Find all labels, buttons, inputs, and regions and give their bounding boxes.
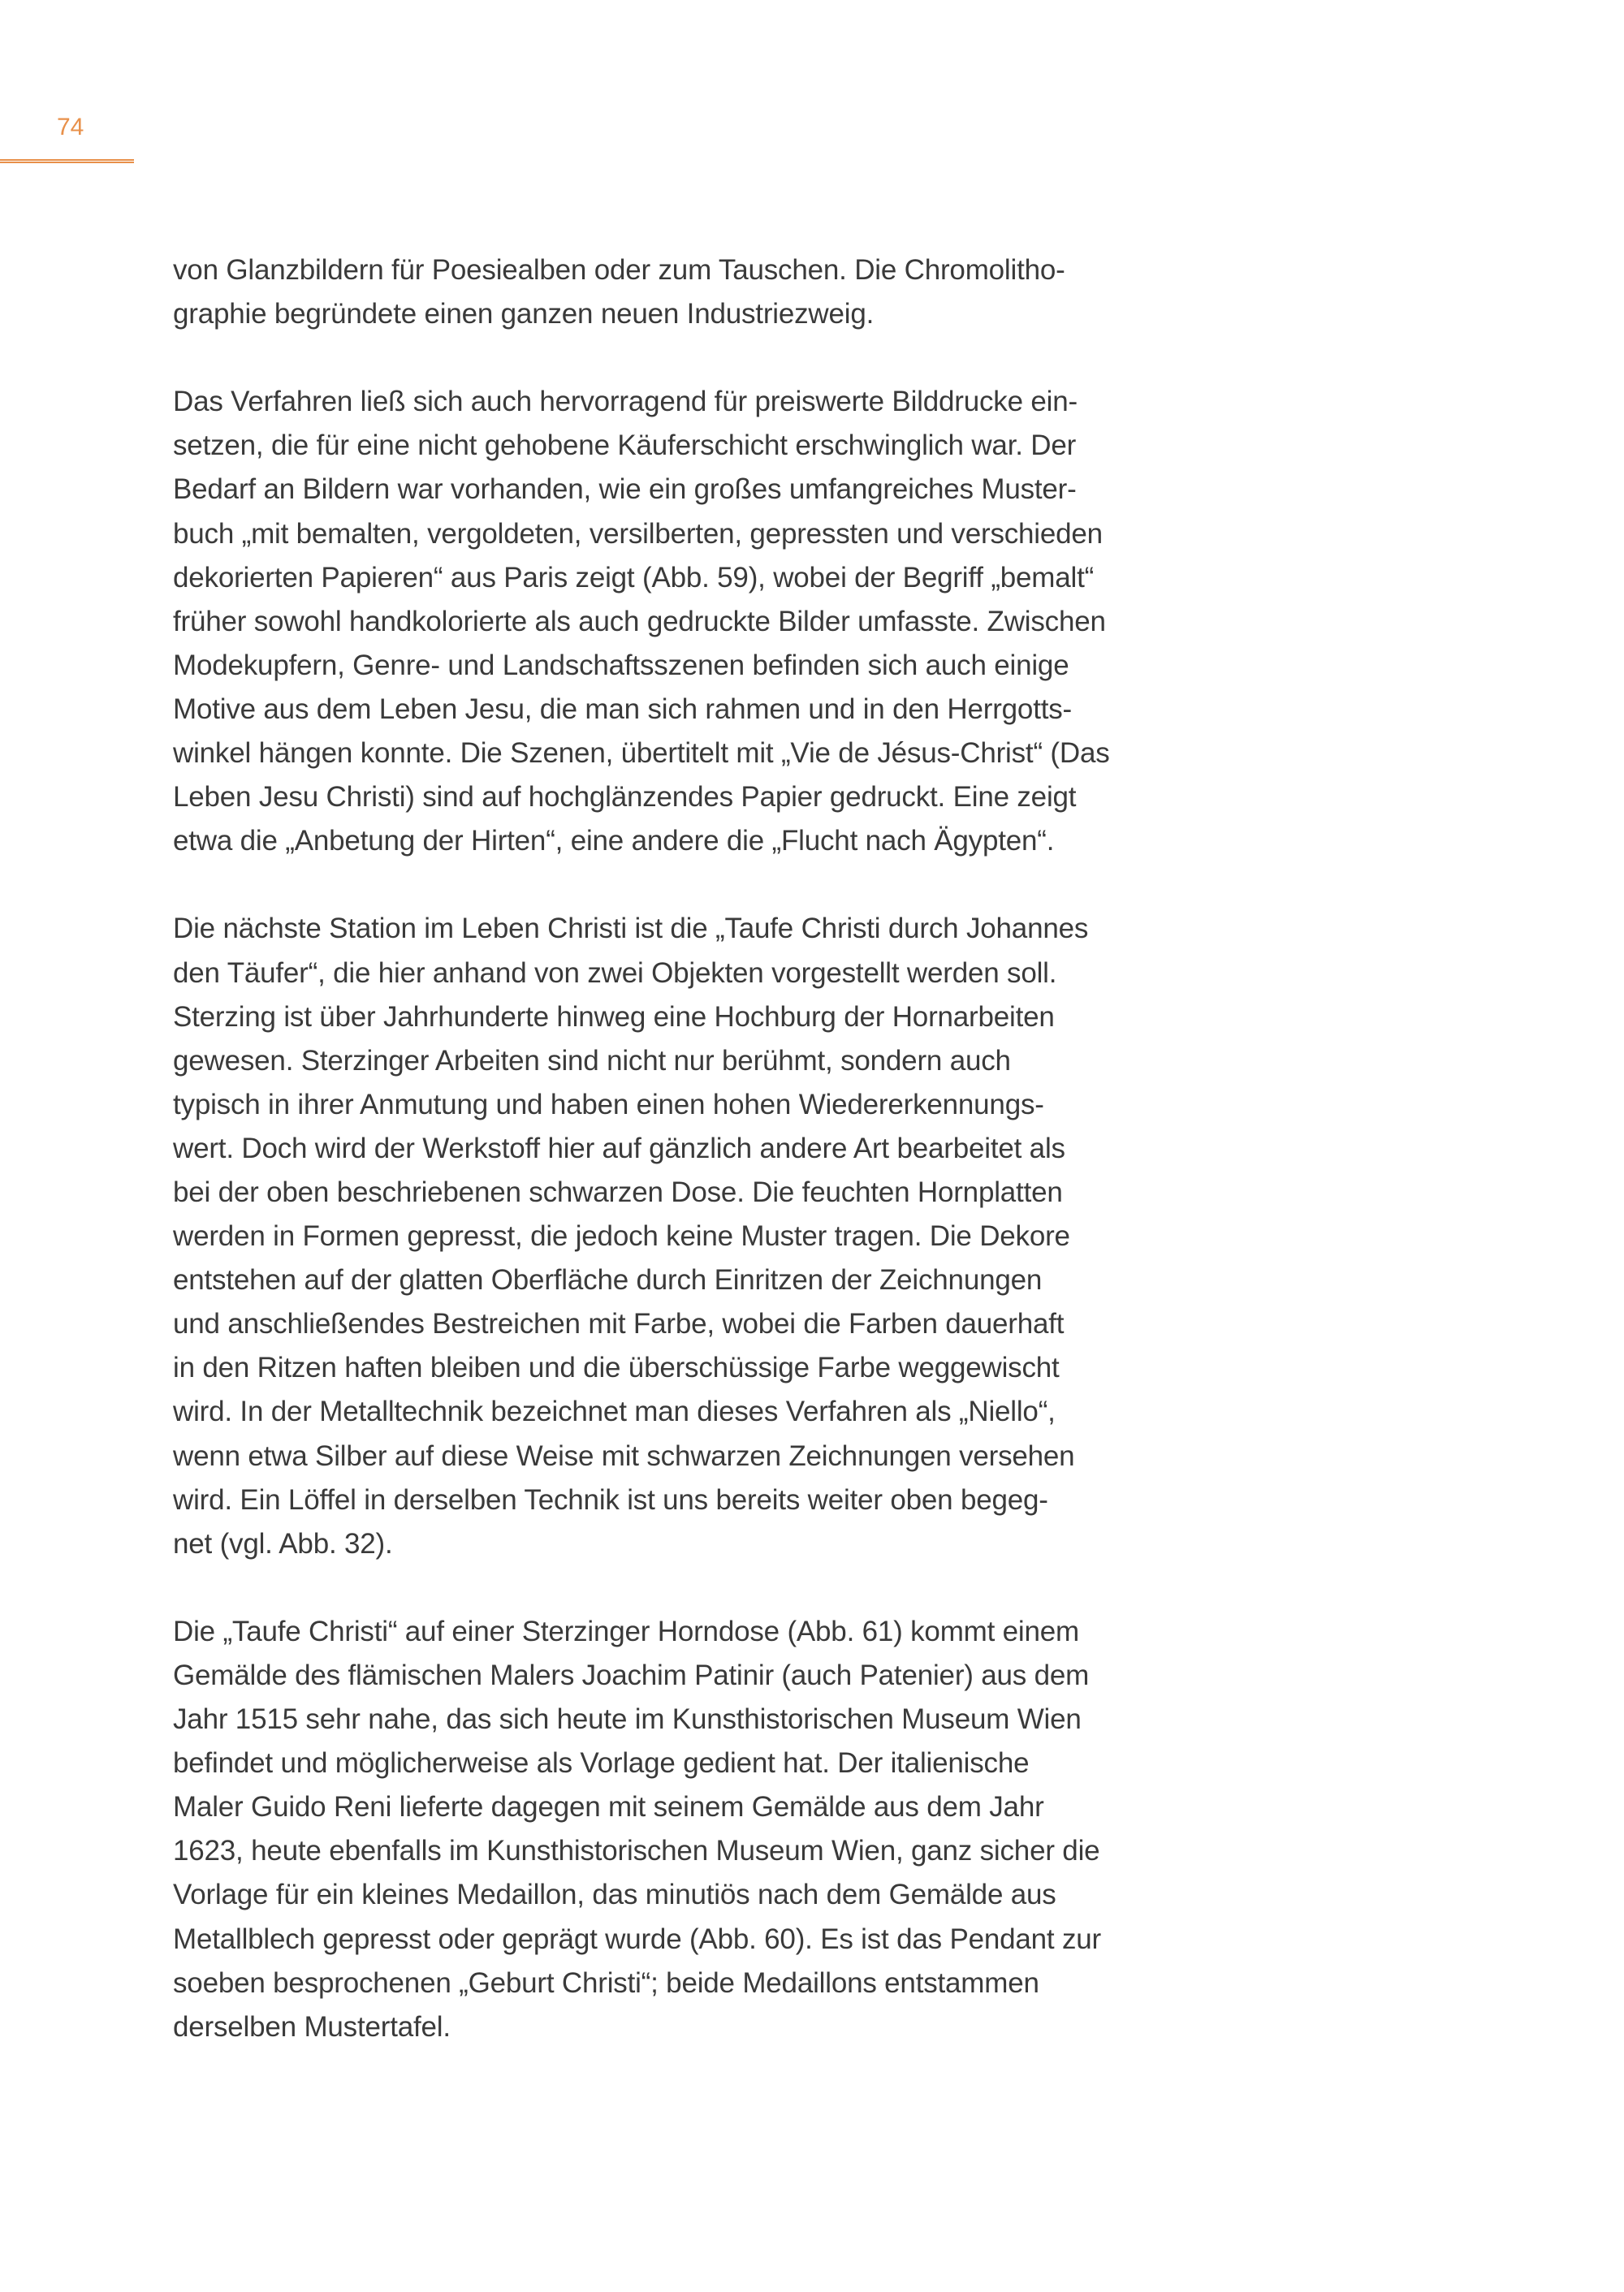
text-line: Leben Jesu Christi) sind auf hochglänzendes Papier gedruckt. Eine zeigt bbox=[173, 781, 1077, 814]
text-line: etwa die „Anbetung der Hirten“, eine andere die „Flucht nach Ägypten“. bbox=[173, 825, 1055, 857]
text-line: Maler Guido Reni lieferte dagegen mit seinem Gemälde aus dem Jahr bbox=[173, 1791, 1044, 1824]
text-line: typisch in ihrer Anmutung und haben einen hohen Wiedererkennungs- bbox=[173, 1088, 1044, 1120]
text-line: Motive aus dem Leben Jesu, die man sich rahmen und in den Herrgotts- bbox=[173, 693, 1072, 725]
body-text bbox=[173, 248, 1310, 2093]
text-line: früher sowohl handkolorierte als auch gedruckte Bilder umfasste. Zwischen bbox=[173, 605, 1106, 637]
paragraph bbox=[173, 380, 1310, 863]
text-line: Modekupfern, Genre- und Landschaftsszenen befinden sich auch einige bbox=[173, 649, 1069, 681]
text-line: soeben besprochenen „Geburt Christi“; beide Medaillons entstammen bbox=[173, 1966, 1039, 1999]
text-line: von Glanzbildern für Poesiealben oder zum Tauschen. Die Chromolitho- bbox=[173, 254, 1065, 286]
text-line: 1623, heute ebenfalls im Kunsthistorischen Museum Wien, ganz sicher die bbox=[173, 1835, 1100, 1867]
paragraph bbox=[173, 248, 1310, 336]
text-line: dekorierten Papieren“ aus Paris zeigt (Abb. 59), wobei der Begriff „bemalt“ bbox=[173, 561, 1095, 594]
text-line: und anschließendes Bestreichen mit Farbe, wobei die Farben dauerhaft bbox=[173, 1308, 1065, 1340]
text-line: graphie begründete einen ganzen neuen Industriezweig. bbox=[173, 298, 875, 330]
text-line: Das Verfahren ließ sich auch hervorragend für preiswerte Bilddrucke ein- bbox=[173, 386, 1078, 418]
paragraph bbox=[173, 1610, 1310, 2049]
text-line: Metallblech gepresst oder geprägt wurde (Abb. 60). Es ist das Pendant zur bbox=[173, 1923, 1101, 1955]
text-line: Die „Taufe Christi“ auf einer Sterzinger Horndose (Abb. 61) kommt einem bbox=[173, 1615, 1079, 1647]
text-line: Gemälde des flämischen Malers Joachim Patinir (auch Patenier) aus dem bbox=[173, 1660, 1090, 1691]
text-line: buch „mit bemalten, vergoldeten, versilberten, gepressten und verschieden bbox=[173, 517, 1103, 550]
text-line: in den Ritzen haften bleiben und die überschüssige Farbe weggewischt bbox=[173, 1352, 1060, 1384]
text-line: bei der oben beschriebenen schwarzen Dose. Die feuchten Hornplatten bbox=[173, 1176, 1063, 1208]
text-line: Jahr 1515 sehr nahe, das sich heute im Kunsthistorischen Museum Wien bbox=[173, 1703, 1082, 1736]
text-line: Bedarf an Bildern war vorhanden, wie ein großes umfangreiches Muster- bbox=[173, 473, 1077, 506]
text-line: wenn etwa Silber auf diese Weise mit schwarzen Zeichnungen versehen bbox=[173, 1440, 1075, 1472]
text-line: setzen, die für eine nicht gehobene Käuferschicht erschwinglich war. Der bbox=[173, 429, 1077, 462]
text-line: winkel hängen konnte. Die Szenen, übertitelt mit „Vie de Jésus-Christ“ (Das bbox=[173, 737, 1110, 770]
text-line: werden in Formen gepresst, die jedoch keine Muster tragen. Die Dekore bbox=[173, 1220, 1070, 1253]
text-line: wird. In der Metalltechnik bezeichnet man dieses Verfahren als „Niello“, bbox=[173, 1396, 1056, 1428]
text-line: Vorlage für ein kleines Medaillon, das minutiös nach dem Gemälde aus bbox=[173, 1879, 1056, 1911]
paragraph bbox=[173, 907, 1310, 1565]
text-line: wert. Doch wird der Werkstoff hier auf gänzlich andere Art bearbeitet als bbox=[173, 1132, 1065, 1164]
text-line: derselben Mustertafel. bbox=[173, 2010, 451, 2043]
text-line: Die nächste Station im Leben Christi ist die „Taufe Christi durch Johannes bbox=[173, 913, 1089, 945]
text-line: befindet und möglicherweise als Vorlage gedient hat. Der italienische bbox=[173, 1747, 1030, 1780]
text-line: entstehen auf der glatten Oberfläche durch Einritzen der Zeichnungen bbox=[173, 1264, 1043, 1297]
text-line: den Täufer“, die hier anhand von zwei Objekten vorgestellt werden soll. bbox=[173, 956, 1057, 989]
header-rule bbox=[0, 159, 134, 163]
text-line: wird. Ein Löffel in derselben Technik ist uns bereits weiter oben begeg- bbox=[173, 1483, 1048, 1516]
page-number: 74 bbox=[57, 114, 84, 140]
text-line: gewesen. Sterzinger Arbeiten sind nicht nur berühmt, sondern auch bbox=[173, 1044, 1011, 1077]
text-line: Sterzing ist über Jahrhunderte hinweg eine Hochburg der Hornarbeiten bbox=[173, 1000, 1055, 1033]
text-line: net (vgl. Abb. 32). bbox=[173, 1527, 393, 1560]
